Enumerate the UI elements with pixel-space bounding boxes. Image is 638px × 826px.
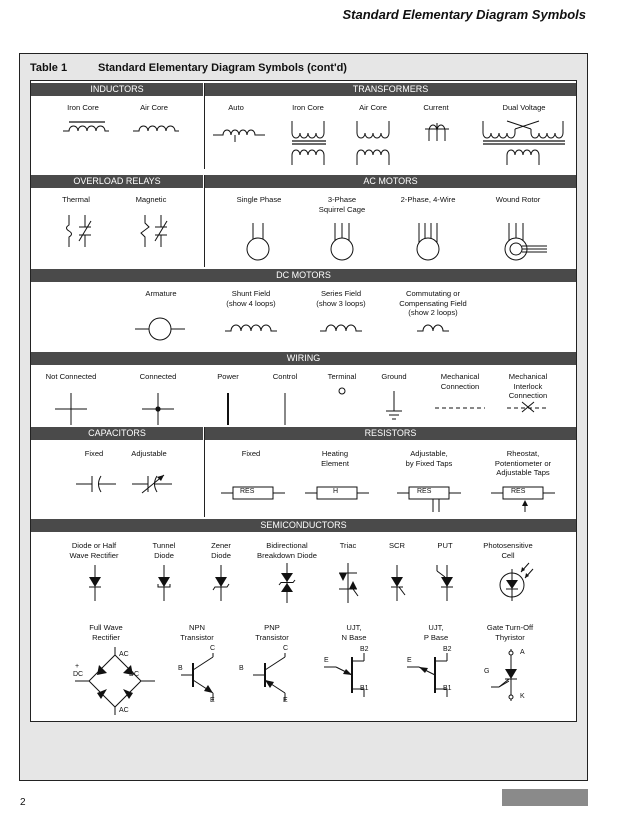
rheostat-text: RES bbox=[511, 488, 526, 495]
inductor-iron-core-label: Iron Core bbox=[67, 103, 99, 112]
npn-transistor-icon bbox=[181, 653, 223, 703]
inductors-header: INDUCTORS bbox=[31, 83, 203, 96]
rheostat-label: Rheostat, Potentiometer or Adjustable Taps bbox=[494, 449, 552, 477]
npn-emitter-label: E bbox=[210, 697, 215, 704]
air-core-transformer-icon bbox=[354, 119, 394, 167]
transformer-auto-label: Auto bbox=[228, 103, 244, 112]
npn-transistor-label: NPN Transistor bbox=[180, 623, 214, 642]
not-connected-icon bbox=[53, 391, 89, 427]
single-phase-motor-icon bbox=[243, 221, 273, 263]
armature-icon bbox=[135, 317, 185, 341]
inductor-air-core-label: Air Core bbox=[140, 103, 168, 112]
ujt-n-b2-label: B2 bbox=[360, 646, 369, 653]
table-frame bbox=[19, 53, 588, 781]
ujt-n-emitter-label: E bbox=[324, 657, 329, 664]
iron-core-inductor-icon bbox=[61, 119, 111, 135]
series-field-icon bbox=[320, 319, 362, 335]
scr-label: SCR bbox=[388, 541, 406, 550]
gto-thyristor-label: Gate Turn-Off Thyristor bbox=[486, 623, 534, 642]
diode-label: Diode or Half Wave Rectifier bbox=[69, 541, 119, 560]
magnetic-relay-label: Magnetic bbox=[135, 195, 167, 204]
fixed-resistor-text: RES bbox=[240, 488, 255, 495]
resistors-header: RESISTORS bbox=[205, 427, 576, 440]
series-field-label: Series Field (show 3 loops) bbox=[316, 289, 366, 308]
adjustable-capacitor-icon bbox=[132, 473, 172, 495]
three-phase-motor-label bbox=[319, 195, 365, 214]
tunnel-diode-label: Tunnel Diode bbox=[152, 541, 176, 560]
table-title bbox=[30, 62, 347, 74]
ground-label: Ground bbox=[381, 372, 407, 381]
wound-rotor-motor-icon bbox=[501, 221, 551, 263]
zener-diode-icon bbox=[213, 565, 229, 601]
ujt-n-base-label: UJT, N Base bbox=[341, 623, 367, 642]
adjustable-capacitor-label: Adjustable bbox=[131, 449, 167, 458]
put-label: PUT bbox=[437, 541, 453, 550]
gto-gate-label: G bbox=[484, 668, 490, 675]
ujt-n-b1-label: B1 bbox=[360, 685, 369, 692]
ground-icon bbox=[384, 389, 404, 423]
divider bbox=[204, 83, 205, 169]
pnp-transistor-label: PNP Transistor bbox=[255, 623, 289, 642]
wound-rotor-motor-label: Wound Rotor bbox=[495, 195, 541, 204]
photosensitive-cell-label: Photosensitive Cell bbox=[483, 541, 533, 560]
mechanical-interlock-label: Mechanical Interlock Connection bbox=[508, 372, 548, 400]
mechanical-interlock-icon bbox=[507, 399, 549, 413]
current-transformer-icon bbox=[424, 121, 450, 143]
diode-icon bbox=[87, 565, 103, 601]
pnp-transistor-icon bbox=[253, 653, 295, 703]
transformer-air-core-label: Air Core bbox=[359, 103, 387, 112]
adjustable-resistor-label: Adjustable, by Fixed Taps bbox=[405, 449, 453, 468]
transformers-header: TRANSFORMERS bbox=[205, 83, 576, 96]
npn-base-label: B bbox=[178, 665, 183, 672]
divider bbox=[204, 175, 205, 267]
table-title-text: Standard Elementary Diagram Symbols (cont'd) bbox=[98, 62, 347, 74]
not-connected-label: Not Connected bbox=[45, 372, 97, 381]
heating-element-text: H bbox=[333, 488, 339, 495]
single-phase-motor-label: Single Phase bbox=[236, 195, 282, 204]
plus-label: + bbox=[75, 663, 80, 670]
ac-motors-header: AC MOTORS bbox=[205, 175, 576, 188]
connected-icon bbox=[140, 391, 176, 427]
thermal-overload-icon bbox=[59, 213, 99, 249]
dc-left-label: DC bbox=[73, 671, 84, 678]
terminal-icon bbox=[336, 385, 348, 397]
wiring-header: WIRING bbox=[31, 352, 576, 365]
transformer-iron-core-label: Iron Core bbox=[292, 103, 324, 112]
tapped-resistor-text: RES bbox=[417, 488, 432, 495]
capacitors-header: CAPACITORS bbox=[31, 427, 203, 440]
zener-diode-label: Zener Diode bbox=[211, 541, 231, 560]
full-wave-rectifier-label: Full Wave Rectifier bbox=[89, 623, 123, 642]
two-phase-motor-icon bbox=[413, 221, 443, 263]
ujt-p-base-label: UJT, P Base bbox=[423, 623, 449, 642]
semiconductors-header: SEMICONDUCTORS bbox=[31, 519, 576, 532]
footer-bar bbox=[502, 789, 588, 806]
ujt-p-emitter-label: E bbox=[407, 657, 412, 664]
power-label: Power bbox=[217, 372, 239, 381]
npn-collector-label: C bbox=[210, 645, 216, 652]
fixed-capacitor-label: Fixed bbox=[84, 449, 104, 458]
gto-cathode-label: K bbox=[520, 693, 525, 700]
ujt-p-b1-label: B1 bbox=[443, 685, 452, 692]
scr-icon bbox=[389, 565, 407, 601]
magnetic-overload-icon bbox=[135, 213, 175, 249]
fixed-capacitor-icon bbox=[76, 475, 116, 493]
tunnel-diode-icon bbox=[156, 565, 172, 601]
triac-icon bbox=[337, 563, 359, 603]
dc-right-label: DC bbox=[129, 671, 140, 678]
page-header: Standard Elementary Diagram Symbols bbox=[342, 7, 586, 22]
control-label: Control bbox=[272, 372, 298, 381]
shunt-field-label: Shunt Field (show 4 loops) bbox=[226, 289, 276, 308]
transformer-current-label: Current bbox=[423, 103, 449, 112]
iron-core-transformer-icon bbox=[289, 119, 329, 167]
ujt-p-b2-label: B2 bbox=[443, 646, 452, 653]
mechanical-connection-label: Mechanical Connection bbox=[440, 372, 480, 391]
shunt-field-icon bbox=[225, 319, 277, 335]
put-icon bbox=[433, 565, 455, 601]
dc-motors-header: DC MOTORS bbox=[31, 269, 576, 282]
connected-label: Connected bbox=[139, 372, 177, 381]
divider bbox=[204, 427, 205, 517]
transformer-dual-voltage-label: Dual Voltage bbox=[502, 103, 546, 112]
power-wire-icon bbox=[223, 391, 233, 427]
armature-label: Armature bbox=[145, 289, 177, 298]
terminal-label: Terminal bbox=[327, 372, 357, 381]
three-phase-text: 3-Phase Squirrel Cage bbox=[318, 195, 366, 214]
air-core-inductor-icon bbox=[131, 119, 181, 135]
triac-label: Triac bbox=[339, 541, 357, 550]
bidirectional-diode-label: Bidirectional Breakdown Diode bbox=[257, 541, 317, 560]
ac-bottom-label: AC bbox=[119, 707, 129, 714]
commutating-field-icon bbox=[417, 319, 449, 335]
bidirectional-diode-icon bbox=[279, 563, 295, 603]
pnp-emitter-label: E bbox=[283, 697, 288, 704]
thermal-relay-label: Thermal bbox=[62, 195, 90, 204]
full-wave-rectifier-icon bbox=[75, 647, 155, 715]
heating-element-label: Heating Element bbox=[321, 449, 349, 468]
symbols-panel bbox=[30, 80, 577, 722]
pnp-collector-label: C bbox=[283, 645, 289, 652]
three-phase-motor-icon bbox=[327, 221, 357, 263]
photosensitive-cell-icon bbox=[495, 559, 535, 605]
table-number: Table 1 bbox=[30, 62, 68, 74]
mechanical-connection-icon bbox=[435, 405, 485, 411]
gto-anode-label: A bbox=[520, 649, 525, 656]
ac-top-label: AC bbox=[119, 651, 129, 658]
auto-transformer-icon bbox=[211, 121, 267, 143]
dual-voltage-transformer-icon bbox=[481, 119, 567, 167]
pnp-base-label: B bbox=[239, 665, 244, 672]
two-phase-motor-label: 2-Phase, 4-Wire bbox=[400, 195, 456, 204]
control-wire-icon bbox=[280, 391, 290, 427]
overload-relays-header: OVERLOAD RELAYS bbox=[31, 175, 203, 188]
fixed-resistor-label: Fixed bbox=[241, 449, 261, 458]
commutating-field-label: Commutating or Compensating Field (show 2 loops) bbox=[399, 289, 467, 317]
page-number: 2 bbox=[20, 797, 26, 808]
